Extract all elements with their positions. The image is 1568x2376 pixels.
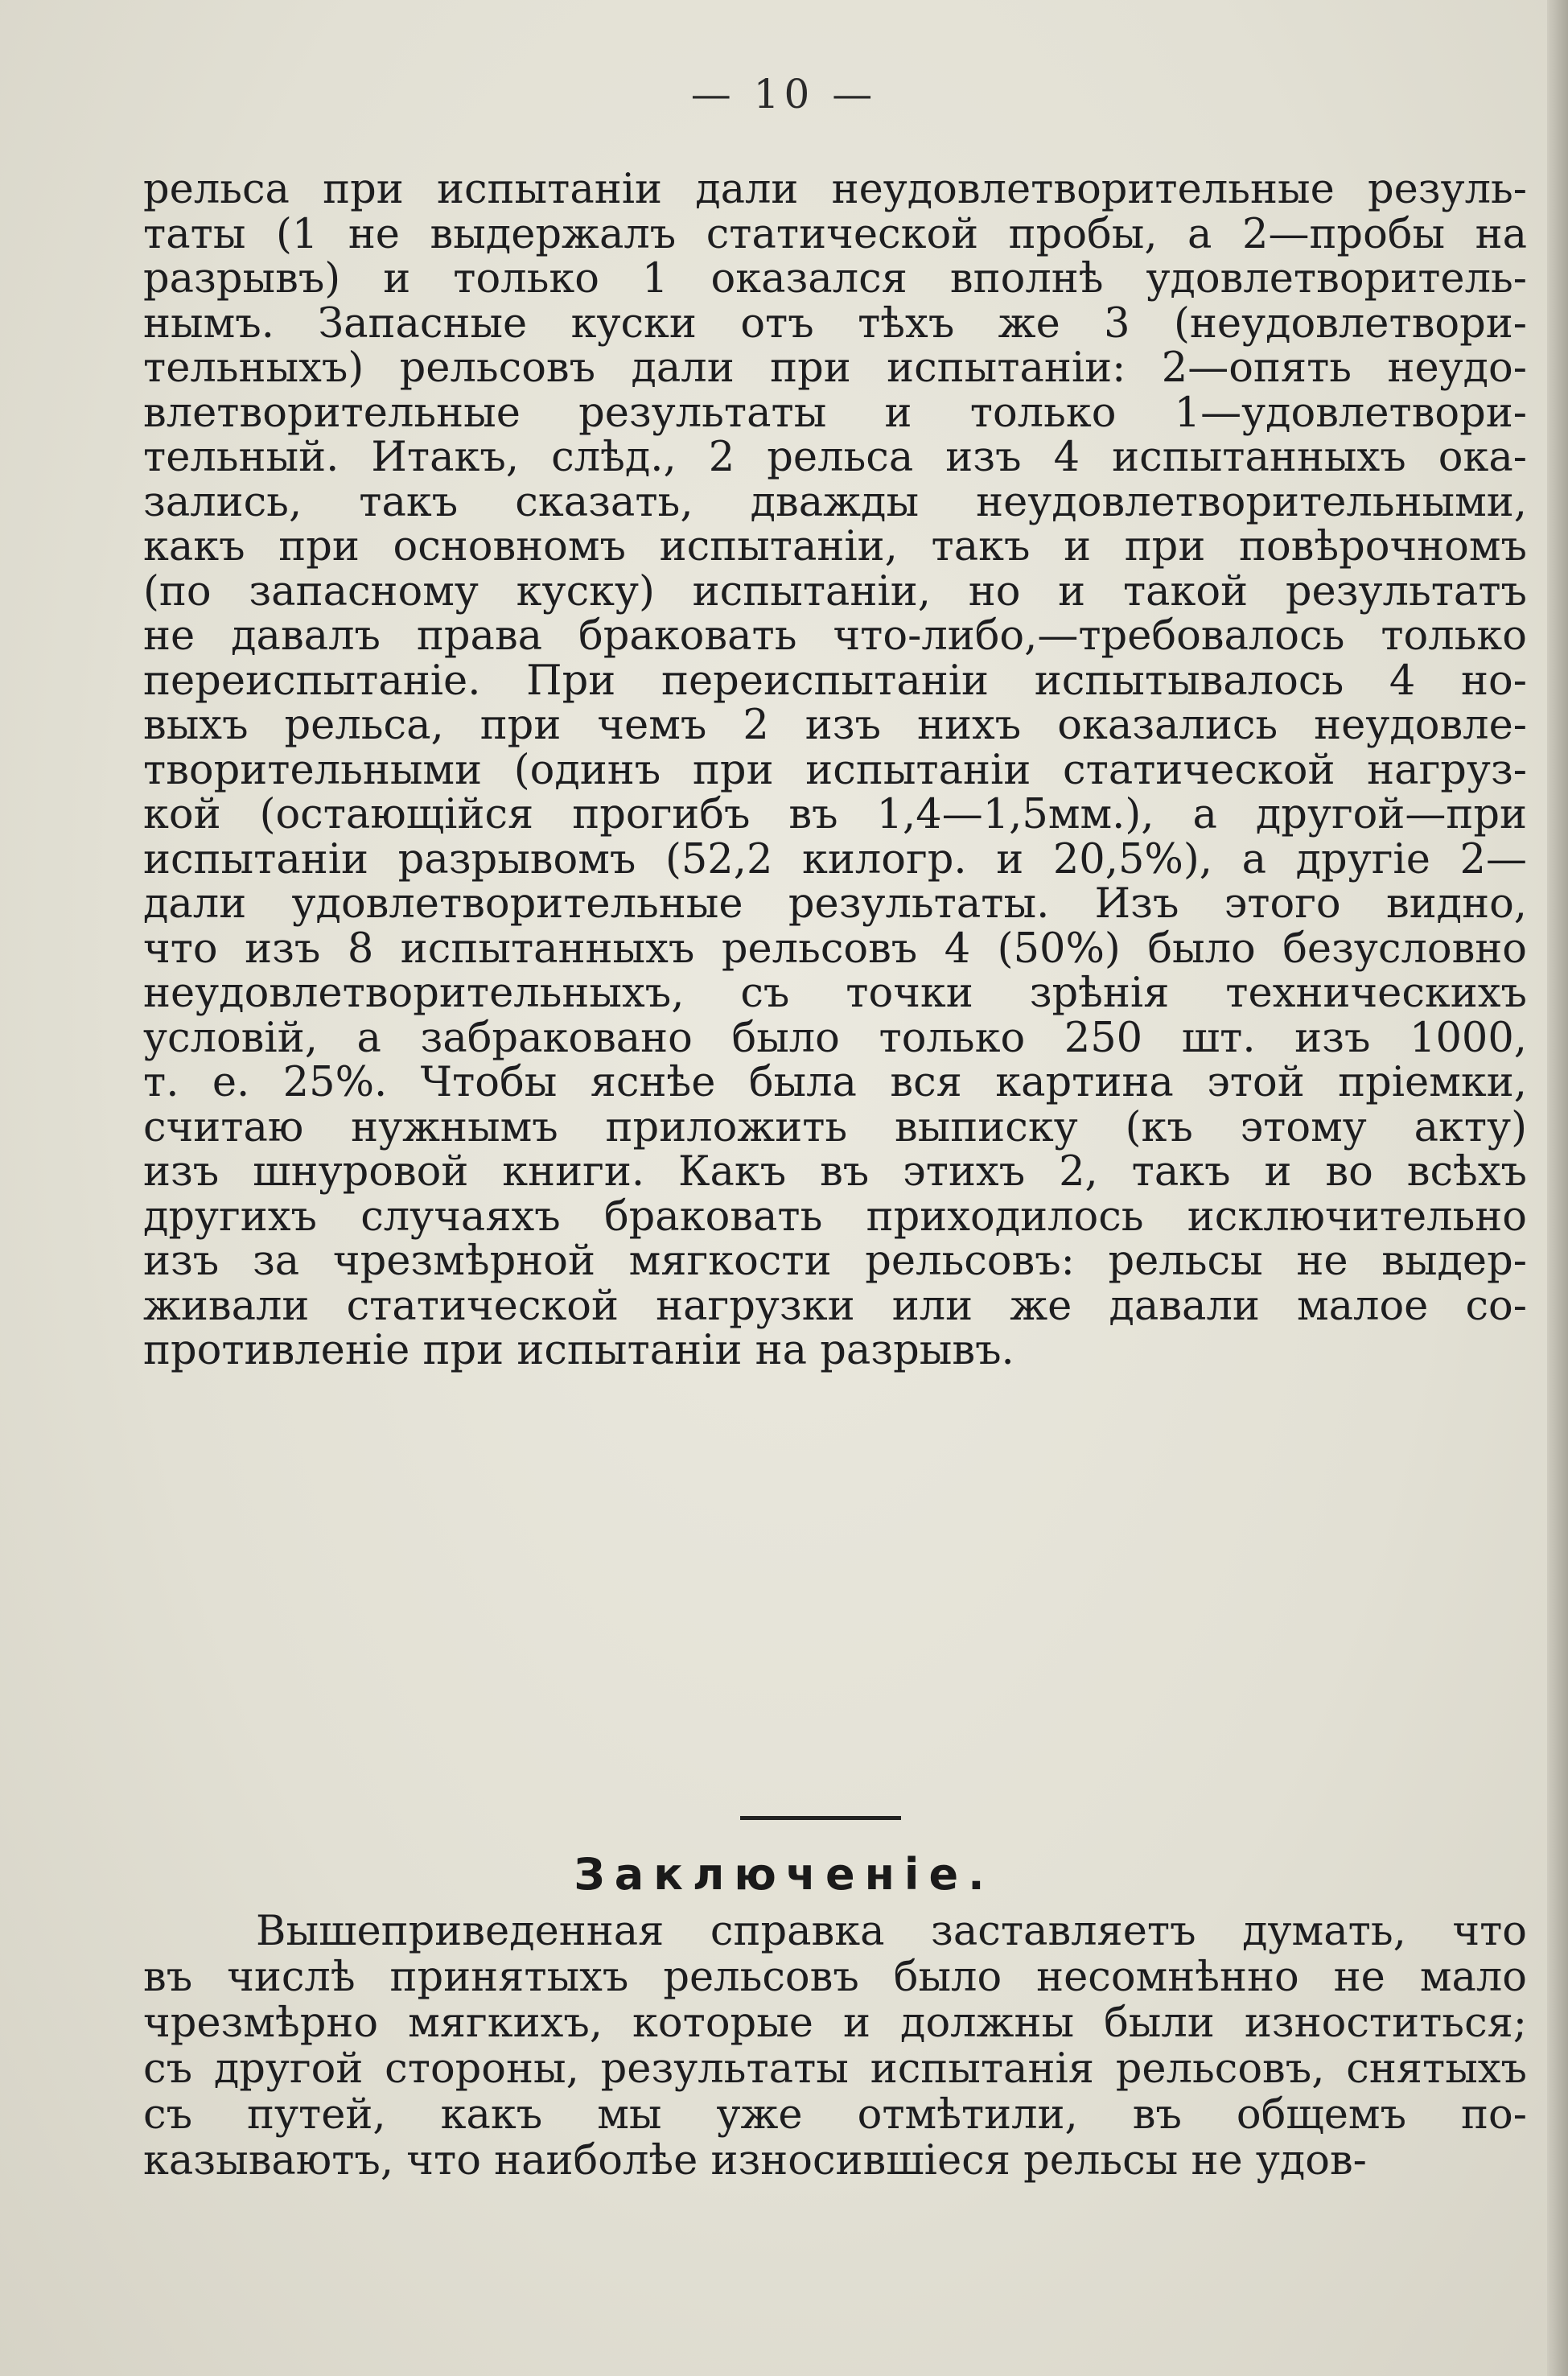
text-line: живали статической нагрузки или же давали малое со- bbox=[143, 1282, 1527, 1330]
page-edge bbox=[1547, 0, 1568, 2376]
text-line: казываютъ, что наиболѣе износившiеся рельсы не удов- bbox=[143, 2137, 1367, 2185]
text-line: выхъ рельса, при чемъ 2 изъ нихъ оказались неудовле- bbox=[143, 702, 1527, 749]
section-heading: Заключенiе. bbox=[574, 1849, 994, 1900]
text-line: считаю нужнымъ приложить выписку (къ этому акту) bbox=[143, 1103, 1527, 1151]
page-number: — 10 — bbox=[690, 71, 878, 117]
text-line: съ путей, какъ мы уже отмѣтили, въ общемъ по- bbox=[143, 2091, 1527, 2139]
text-line: испытанiи разрывомъ (52,2 килогр. и 20,5%), а другiе 2— bbox=[143, 835, 1527, 883]
text-line: тельныхъ) рельсовъ дали при испытанiи: 2—опять неудо- bbox=[143, 344, 1527, 392]
text-line: влетворительные результаты и только 1—удовлетвори- bbox=[143, 389, 1527, 437]
text-line: изъ за чрезмѣрной мягкости рельсовъ: рельсы не выдер- bbox=[143, 1237, 1527, 1285]
text-line: (по запасному куску) испытанiи, но и такой результатъ bbox=[143, 567, 1527, 616]
text-line: тельный. Итакъ, слѣд., 2 рельса изъ 4 испытанныхъ ока- bbox=[143, 434, 1527, 481]
text-line: другихъ случаяхъ браковать приходилось исключительно bbox=[143, 1192, 1527, 1241]
text-line: условiй, а забраковано было только 250 шт. изъ 1000, bbox=[143, 1014, 1527, 1062]
text-line: какъ при основномъ испытанiи, такъ и при повѣрочномъ bbox=[143, 523, 1527, 570]
text-line: творительными (одинъ при испытанiи статической нагруз- bbox=[143, 746, 1527, 794]
text-line: въ числѣ принятыхъ рельсовъ было несомнѣнно не мало bbox=[143, 1954, 1527, 2001]
text-line: неудовлетворительныхъ, съ точки зрѣнiя техническихъ bbox=[143, 970, 1527, 1017]
section-divider bbox=[740, 1816, 901, 1820]
text-line: рельса при испытанiи дали неудовлетворительные резуль- bbox=[143, 166, 1527, 213]
text-line: нымъ. Запасные куски отъ тѣхъ же 3 (неудовлетвори- bbox=[143, 299, 1527, 348]
main-paragraph bbox=[143, 167, 1527, 1373]
text-line: Вышеприведенная справка заставляетъ думать, что bbox=[256, 1908, 1527, 1955]
text-line: чрезмѣрно мягкихъ, которые и должны были изноститься; bbox=[143, 1999, 1527, 2047]
conclusion-paragraph bbox=[143, 1909, 1527, 2184]
text-line: противленiе при испытанiи на разрывъ. bbox=[143, 1327, 1014, 1374]
text-line: что изъ 8 испытанныхъ рельсовъ 4 (50%) было безусловно bbox=[143, 924, 1527, 973]
text-line: разрывъ) и только 1 оказался вполнѣ удовлетворитель- bbox=[143, 255, 1527, 303]
text-line: не давалъ права браковать что-либо,—требовалось только bbox=[143, 612, 1527, 660]
text-line: съ другой стороны, результаты испытанiя рельсовъ, снятыхъ bbox=[143, 2045, 1527, 2093]
text-line: таты (1 не выдержалъ статической пробы, а 2—пробы на bbox=[143, 210, 1527, 258]
text-line: изъ шнуровой книги. Какъ въ этихъ 2, такъ и во всѣхъ bbox=[143, 1148, 1527, 1196]
text-line: дали удовлетворительные результаты. Изъ этого видно, bbox=[143, 880, 1527, 928]
text-line: т. е. 25%. Чтобы яснѣе была вся картина этой прiемки, bbox=[143, 1059, 1527, 1106]
text-line: зались, такъ сказать, дважды неудовлетворительными, bbox=[143, 478, 1527, 526]
text-line: переиспытанiе. При переиспытанiи испытывалось 4 но- bbox=[143, 657, 1527, 705]
text-line: кой (остающiйся прогибъ въ 1,4—1,5мм.), а другой—при bbox=[143, 791, 1527, 838]
